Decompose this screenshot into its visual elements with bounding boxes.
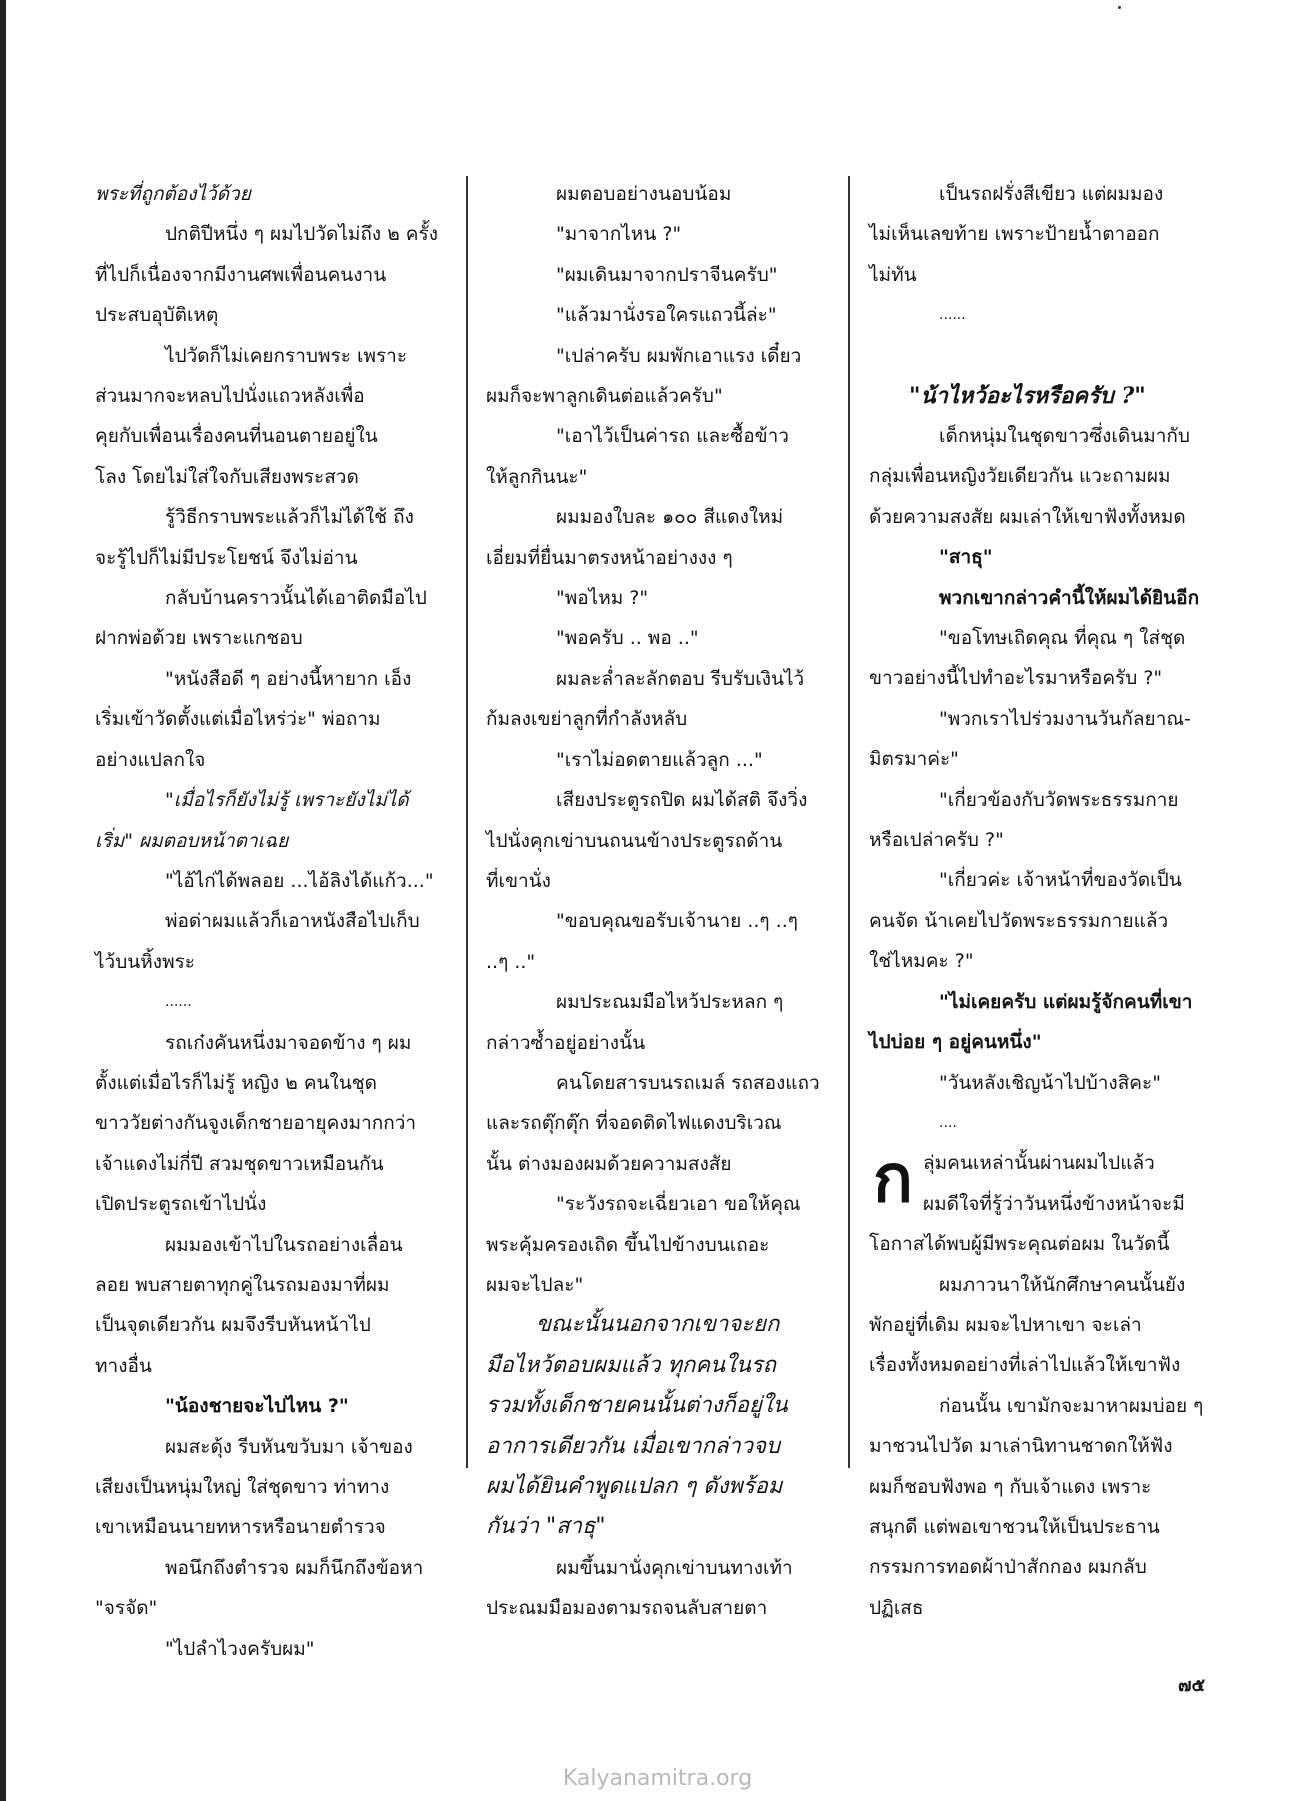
paragraph	[95, 1548, 445, 1629]
paragraph	[486, 1305, 836, 1547]
paragraph-text: คนโดยสารบนรถเมล์ รถสองแถว และรถตุ๊กตุ๊ก ที่จอดติดไฟแดงบริเวณ นั้น ต่างมองผมด้วยความสงสัย	[486, 1071, 820, 1175]
scan-speck	[1118, 6, 1121, 9]
paragraph	[869, 376, 1219, 416]
paragraph	[869, 174, 1219, 295]
paragraph	[869, 416, 1219, 537]
paragraph-text: เป็นรถฝรั่งสีเขียว แต่ผมมอง ไม่เห็นเลขท้าย เพราะป้ายน้ำตาออก ไม่ทัน	[869, 183, 1164, 286]
paragraph	[95, 659, 445, 780]
page-number: ๗๕	[1178, 1675, 1206, 1696]
paragraph-text: "สาธุ"	[939, 546, 993, 569]
paragraph-text: "ไม่เคยครับ แต่ผมรู้จักคนที่เขา ไปบ่อย ๆ อยู่คนหนึ่ง"	[869, 990, 1193, 1054]
paragraph	[486, 497, 836, 578]
paragraph-text: ไปวัดก็ไม่เคยกราบพระ เพราะ ส่วนมากจะหลบไปนั่งแถวหลังเพื่อ คุยกับเพื่อนเรื่องคนที่นอนตายอยู่ใน โลง โดยไม่ใส่ใจกับเสียงพระสวด	[95, 344, 408, 488]
paragraph	[486, 295, 836, 335]
paragraph	[486, 578, 836, 618]
paragraph	[95, 174, 445, 214]
paragraph-text: กลับบ้านคราวนั้นได้เอาติดมือไป ฝากพ่อด้วย เพราะแกชอบ	[95, 587, 427, 650]
paragraph-text: ......	[165, 994, 192, 1011]
paragraph	[869, 699, 1219, 780]
paragraph-text: "หนังสือดี ๆ อย่างนี้หายาก เอ็ง เริ่มเข้าวัดตั้งแต่เมื่อไหร่ว่ะ" พ่อถาม อย่างแปลกใจ	[95, 667, 412, 771]
paragraph	[95, 861, 445, 901]
paragraph	[486, 659, 836, 740]
paragraph	[486, 416, 836, 497]
paragraph	[95, 336, 445, 498]
paragraph-text: "พอครับ .. พอ .."	[556, 627, 699, 650]
paragraph	[486, 214, 836, 254]
paragraph	[95, 578, 445, 659]
paragraph	[869, 780, 1219, 861]
column-divider-2	[848, 176, 850, 1468]
paragraph	[95, 1427, 445, 1548]
paragraph-text: รถเก๋งคันหนึ่งมาจอดข้าง ๆ ผม ตั้งแต่เมื่อไรก็ไม่รู้ หญิง ๒ คนในชุด ขาววัยต่างกันจูงเด็กชายอายุคงมากกว่า เจ้าแดงไม่กี่ปี สวมชุดขาวเหมือนกัน เปิดประตูรถเข้าไปนั่ง	[95, 1031, 417, 1216]
paragraph	[486, 901, 836, 982]
drop-cap: ก	[873, 1139, 913, 1218]
paragraph	[486, 1548, 836, 1629]
paragraph-text: ผมมองเข้าไปในรถอย่างเลื่อน ลอย พบสายตาทุกคู่ในรถมองมาที่ผม เป็นจุดเดียวกัน ผมจึงรีบหันหน้าไป ทางอื่น	[95, 1233, 403, 1377]
paragraph-text: เด็กหนุ่มในชุดขาวซึ่งเดินมากับ กลุ่มเพื่อนหญิงวัยเดียวกัน แวะถามผม ด้วยความสงสัย ผมเล่าให้เขาฟังทั้งหมด	[869, 425, 1190, 528]
paragraph	[869, 295, 1219, 335]
paragraph	[486, 740, 836, 780]
paragraph-text: ....	[939, 1114, 957, 1131]
paragraph-text: "ไอ้ไก่ได้พลอย ...ไอ้ลิงได้แก้ว..."	[165, 869, 434, 892]
paragraph-text: ลุ่มคนเหล่านั้นผ่านผมไปแล้ว ผมดีใจที่รู้ว่าวันหนึ่งข้างหน้าจะมี โอกาสได้พบผู้มีพระคุณต่อผม ในวัดนี้	[869, 1152, 1185, 1256]
paragraph	[95, 780, 445, 861]
paragraph-text: ผมสะดุ้ง รีบหันขวับมา เจ้าของ เสียงเป็นหนุ่มใหญ่ ใส่ชุดขาว ท่าทาง เขาเหมือนนายทหารหรือนายตำรวจ	[95, 1435, 413, 1539]
paragraph	[869, 537, 1219, 577]
text-column-1	[95, 174, 445, 1669]
paragraph	[95, 1386, 445, 1426]
paragraph-text: "ขอโทษเถิดคุณ ที่คุณ ๆ ใส่ชุด ขาวอย่างนี้ไปทำอะไรมาหรือครับ ?"	[869, 627, 1186, 690]
paragraph-text: "น้าไหว้อะไรหรือครับ ?"	[909, 382, 1146, 409]
paragraph-text: ผมละล่ำละลักตอบ รีบรับเงินไว้ ก้มลงเขย่าลูกที่กำลังหลับ	[486, 667, 805, 731]
paragraph	[869, 1139, 1219, 1264]
paragraph-text: "น้องชายจะไปไหน ?"	[165, 1395, 349, 1418]
paragraph	[869, 1386, 1219, 1628]
paragraph	[95, 1023, 445, 1225]
paragraph	[486, 174, 836, 214]
paragraph-text: "วันหลังเชิญน้าไปบ้างสิคะ"	[939, 1071, 1161, 1094]
paragraph-text: "เราไม่อดตายแล้วลูก ..."	[556, 748, 763, 771]
page-edge	[0, 0, 6, 1801]
paragraph-text: พระที่ถูกต้องไว้ด้วย	[95, 183, 251, 205]
paragraph-text: ผมมองใบละ ๑๐๐ สีแดงใหม่ เอี่ยมที่ยื่นมาตรงหน้าอย่างงง ๆ	[486, 506, 784, 569]
paragraph	[95, 1629, 445, 1669]
paragraph-text: "เอาไว้เป็นค่ารถ และซื้อข้าว ให้ลูกกินนะ"	[486, 425, 789, 488]
paragraph	[486, 336, 836, 417]
paragraph	[486, 780, 836, 901]
paragraph	[95, 1225, 445, 1387]
paragraph	[486, 618, 836, 658]
paragraph	[95, 214, 445, 335]
paragraph	[869, 860, 1219, 981]
paragraph-text: ผมขึ้นมานั่งคุกเข่าบนทางเท้า ประณมมือมองตามรถจนลับสายตา	[486, 1556, 793, 1620]
paragraph-text: "ขอบคุณขอรับเจ้านาย ..ๆ ..ๆ ..ๆ .."	[486, 910, 798, 973]
paragraph-text: "พอไหม ?"	[556, 587, 649, 610]
paragraph-text: ก่อนนั้น เขามักจะมาหาผมบ่อย ๆ มาชวนไปวัด มาเล่านิทานชาดกให้ฟัง ผมก็ชอบฟังพอ ๆ กับเจ้าแดง เพราะ สนุกดี แต่พอเขาชวนให้เป็นประธาน กรรมการทอดผ้าป่าสักกอง ผมกลับ ปฏิเสธ	[869, 1394, 1204, 1619]
paragraph-text: "เกี่ยวค่ะ เจ้าหน้าที่ของวัดเป็น คนจัด น้าเคยไปวัดพระธรรมกายแล้ว ใช่ไหมคะ ?"	[869, 869, 1182, 973]
paragraph	[486, 982, 836, 1063]
watermark-text: Kalyanamitra.org	[562, 1766, 753, 1791]
paragraph	[869, 336, 1219, 376]
column-divider-1	[466, 176, 468, 1468]
paragraph-text: ขณะนั้นนอกจากเขาจะยก มือไหว้ตอบผมแล้ว ทุกคนในรถ รวมทั้งเด็กชายคนนั้นต่างก็อยู่ใน อาการเดียวกัน เมื่อเขากล่าวจบ ผมได้ยินคำพูดแปลก ๆ ดังพร้อม กันว่า "สาธุ"	[486, 1312, 788, 1540]
paragraph-text: เสียงประตูรถปิด ผมได้สติ จึงวิ่ง ไปนั่งคุกเข่าบนถนนข้างประตูรถด้าน ที่เขานั่ง	[486, 789, 808, 892]
paragraph-text: "แล้วมานั่งรอใครแถวนี้ล่ะ"	[556, 304, 777, 327]
paragraph	[869, 618, 1219, 699]
paragraph	[869, 578, 1219, 618]
paragraph-text: พวกเขากล่าวคำนี้ให้ผมได้ยินอีก	[939, 586, 1200, 609]
paragraph-text: พ่อด่าผมแล้วก็เอาหนังสือไปเก็บ ไว้บนหิ้งพระ	[95, 910, 420, 973]
paragraph	[486, 1184, 836, 1305]
paragraph-text: รู้วิธีกราบพระแล้วก็ไม่ได้ใช้ ถึง จะรู้ไปก็ไม่มีประโยชน์ จึงไม่อ่าน	[95, 506, 414, 569]
paragraph-text: ผมตอบอย่างนอบน้อม	[556, 183, 732, 205]
paragraph	[95, 497, 445, 578]
paragraph	[486, 1063, 836, 1184]
paragraph	[869, 982, 1219, 1063]
paragraph-text: "เมื่อไรก็ยังไม่รู้ เพราะยังไม่ได้ เริ่ม" ผมตอบหน้าตาเฉย	[95, 789, 409, 852]
paragraph-text: "ระวังรถจะเฉี่ยวเอา ขอให้คุณ พระคุ้มครองเถิด ขึ้นไปข้างบนเถอะ ผมจะไปละ"	[486, 1193, 801, 1296]
paragraph-text: "ไปลำไวงครับผม"	[165, 1637, 315, 1660]
paragraph-text: ......	[939, 307, 966, 324]
paragraph-text: ปกติปีหนึ่ง ๆ ผมไปวัดไม่ถึง ๒ ครั้ง ที่ไปก็เนื่องจากมีงานศพเพื่อนคนงาน ประสบอุบัติเหตุ	[95, 223, 438, 327]
paragraph	[869, 1265, 1219, 1386]
paragraph	[869, 1063, 1219, 1103]
paragraph-text: พอนึกถึงตำรวจ ผมก็นึกถึงข้อหา "จรจัด"	[95, 1556, 424, 1620]
text-column-2	[486, 174, 836, 1629]
paragraph-text: "เกี่ยวข้องกับวัดพระธรรมกาย หรือเปล่าครับ ?"	[869, 788, 1179, 852]
paragraph-text: ผมภาวนาให้นักศึกษาคนนั้นยัง พักอยู่ที่เดิม ผมจะไปหาเขา จะเล่า เรื่องทั้งหมดอย่างที่เล่าไปแล้วให้เขาฟัง	[869, 1273, 1186, 1377]
paragraph	[95, 982, 445, 1022]
paragraph-text: "มาจากไหน ?"	[556, 223, 682, 246]
paragraph-text: "ผมเดินมาจากปราจีนครับ"	[556, 263, 778, 286]
paragraph	[869, 1103, 1219, 1143]
paragraph-text: "เปล่าครับ ผมพักเอาแรง เดี๋ยว ผมก็จะพาลูกเดินต่อแล้วครับ"	[486, 344, 802, 408]
paragraph	[486, 255, 836, 295]
text-column-3	[869, 174, 1219, 1628]
paragraph	[95, 901, 445, 982]
paragraph-text: "พวกเราไปร่วมงานวันกัลยาณ- มิตรมาค่ะ"	[869, 707, 1191, 771]
paragraph-text: ผมประณมมือไหว้ประหลก ๆ กล่าวซ้ำอยู่อย่างนั้น	[486, 991, 784, 1054]
